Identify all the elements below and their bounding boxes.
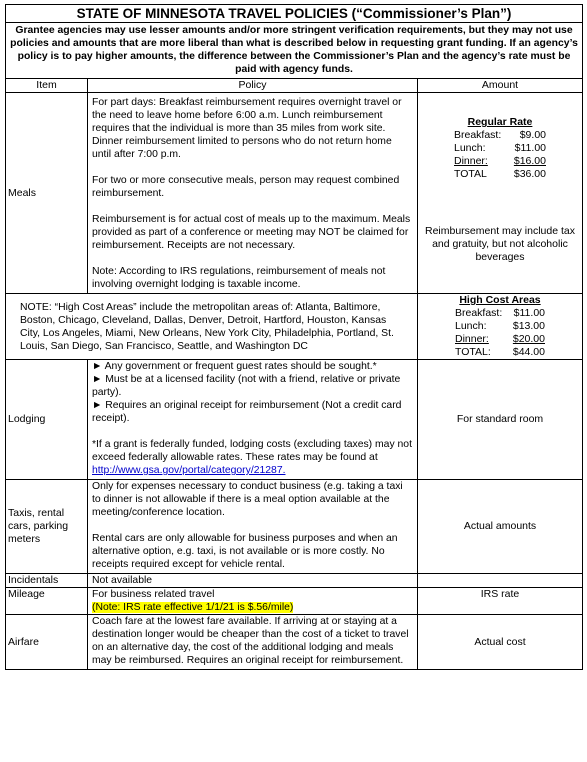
- meals-row: [6, 93, 583, 294]
- taxis-policy: [88, 480, 418, 574]
- meals-amount-note: Reimbursement may include tax and gratuity, but not alcoholic beverages: [425, 225, 575, 263]
- taxis-row: [6, 480, 583, 574]
- mileage-row: [6, 588, 583, 615]
- regular-rate-breakfast: Breakfast: $9.00: [454, 129, 546, 141]
- meals-policy-consecutive: For two or more consecutive meals, person may request combined reimbursement.: [92, 175, 400, 199]
- high-cost-breakfast: Breakfast: $11.00: [455, 307, 545, 319]
- meals-policy-part-days: For part days: Breakfast reimbursement requires overnight travel or the need to leave home before 6:00 a.m. Lunch reimbursement requires that the individual is more than 35 miles from work site. Dinner reimbursement limited to persons who do not return home until after 7:00 p.m.: [92, 97, 402, 160]
- regular-rate-dinner: Dinner: $16.00: [454, 155, 546, 167]
- high-cost-note: NOTE: “High Cost Areas” include the metropolitan areas of: Atlanta, Baltimore, Boston, Chicago, Cleveland, Dallas, Denver, Detroit, Hartford, Houston, Kansas City, Los Angeles, Miami, New Orleans, New York City, Philadelphia, Portland, St. Louis, San Diego, San Francisco, Seattle, and Washington DC: [6, 294, 418, 360]
- lodging-row: [6, 360, 583, 480]
- high-cost-row: [6, 294, 583, 360]
- triangle-bullet-icon: ►: [92, 361, 103, 372]
- lodging-bullet-2: ► Must be at a licensed facility (not with a friend, relative or private party).: [92, 374, 401, 398]
- airfare-row: [6, 615, 583, 670]
- high-cost-heading: High Cost Areas: [459, 294, 541, 306]
- header-policy: Policy: [88, 79, 418, 93]
- travel-policy-document: [5, 4, 583, 670]
- meals-policy: [88, 93, 418, 294]
- mileage-policy: [88, 588, 418, 615]
- regular-rate-total: TOTAL $36.00: [454, 168, 546, 180]
- meals-policy-actual-cost: Reimbursement is for actual cost of meals up to the maximum. Meals provided as part of a conference or meeting may NOT be claimed for reimbursement. Receipts are not necessary.: [92, 214, 411, 251]
- meals-policy-irs-note: Note: According to IRS regulations, reimbursement of meals not involving overnight lodging is taxable income.: [92, 266, 386, 290]
- triangle-bullet-icon: ►: [92, 400, 103, 411]
- mileage-irs-rate-highlight: (Note: IRS rate effective 1/1/21 is $.56/mile): [92, 602, 294, 613]
- intro-paragraph: Grantee agencies may use lesser amounts and/or more stringent verification requirements, but they may not use policies and amounts that are more liberal than what is described below in requesting grant funding. If an agency’s policy is to pay higher amounts, the difference between the Commissioner’s Plan and the agency’s rate must be paid with agency funds.: [6, 23, 583, 79]
- triangle-bullet-icon: ►: [92, 374, 103, 385]
- lodging-footnote: *If a grant is federally funded, lodging costs (excluding taxes) may not exceed federally allowable rates. These rates may be found at http://www.gsa.gov/portal/category/21287.: [92, 439, 412, 476]
- meals-item: Meals: [6, 93, 88, 294]
- lodging-bullet-1: ► Any government or frequent guest rates should be sought.*: [92, 361, 377, 372]
- incidentals-item: Incidentals: [6, 574, 88, 588]
- mileage-policy-text: For business related travel: [92, 589, 215, 600]
- mileage-amount: IRS rate: [418, 588, 583, 615]
- policy-table: [5, 4, 583, 670]
- airfare-amount: Actual cost: [418, 615, 583, 670]
- lodging-bullet-3: ► Requires an original receipt for reimbursement (Not a credit card receipt).: [92, 400, 402, 424]
- high-cost-amount: [418, 294, 583, 360]
- mileage-item: Mileage: [6, 588, 88, 615]
- high-cost-lunch: Lunch: $13.00: [455, 320, 545, 332]
- taxis-amount: Actual amounts: [418, 480, 583, 574]
- incidentals-row: [6, 574, 583, 588]
- lodging-policy: [88, 360, 418, 480]
- meals-amount: [418, 93, 583, 294]
- high-cost-total: TOTAL: $44.00: [455, 346, 545, 358]
- gsa-rates-link[interactable]: http://www.gsa.gov/portal/category/21287.: [92, 465, 286, 476]
- lodging-item: Lodging: [6, 360, 88, 480]
- lodging-amount: For standard room: [418, 360, 583, 480]
- taxis-policy-rental: Rental cars are only allowable for business purposes and when an alternative option, e.g. taxi, is not available or is more costly. No receipts required except for vehicle rental.: [92, 533, 398, 570]
- header-item: Item: [6, 79, 88, 93]
- regular-rate-lunch: Lunch: $11.00: [454, 142, 546, 154]
- regular-rate-heading: Regular Rate: [467, 116, 533, 128]
- airfare-item: Airfare: [6, 615, 88, 670]
- header-amount: Amount: [418, 79, 583, 93]
- incidentals-policy: Not available: [88, 574, 418, 588]
- taxis-item: Taxis, rental cars, parking meters: [6, 480, 88, 574]
- taxis-policy-business: Only for expenses necessary to conduct business (e.g. taking a taxi to dinner is not allowable if there is a meal option available at the meeting/conference location.: [92, 481, 403, 518]
- airfare-policy: Coach fare at the lowest fare available. If arriving at or staying at a destination longer would be cheaper than the cost of a ticket to travel on an alternative day, the cost of the additional lodging and meals may be reimbursed. Requires an original receipt for reimbursement.: [88, 615, 418, 670]
- high-cost-dinner: Dinner: $20.00: [455, 333, 545, 345]
- document-title: STATE OF MINNESOTA TRAVEL POLICIES (“Commissioner’s Plan”): [6, 5, 583, 23]
